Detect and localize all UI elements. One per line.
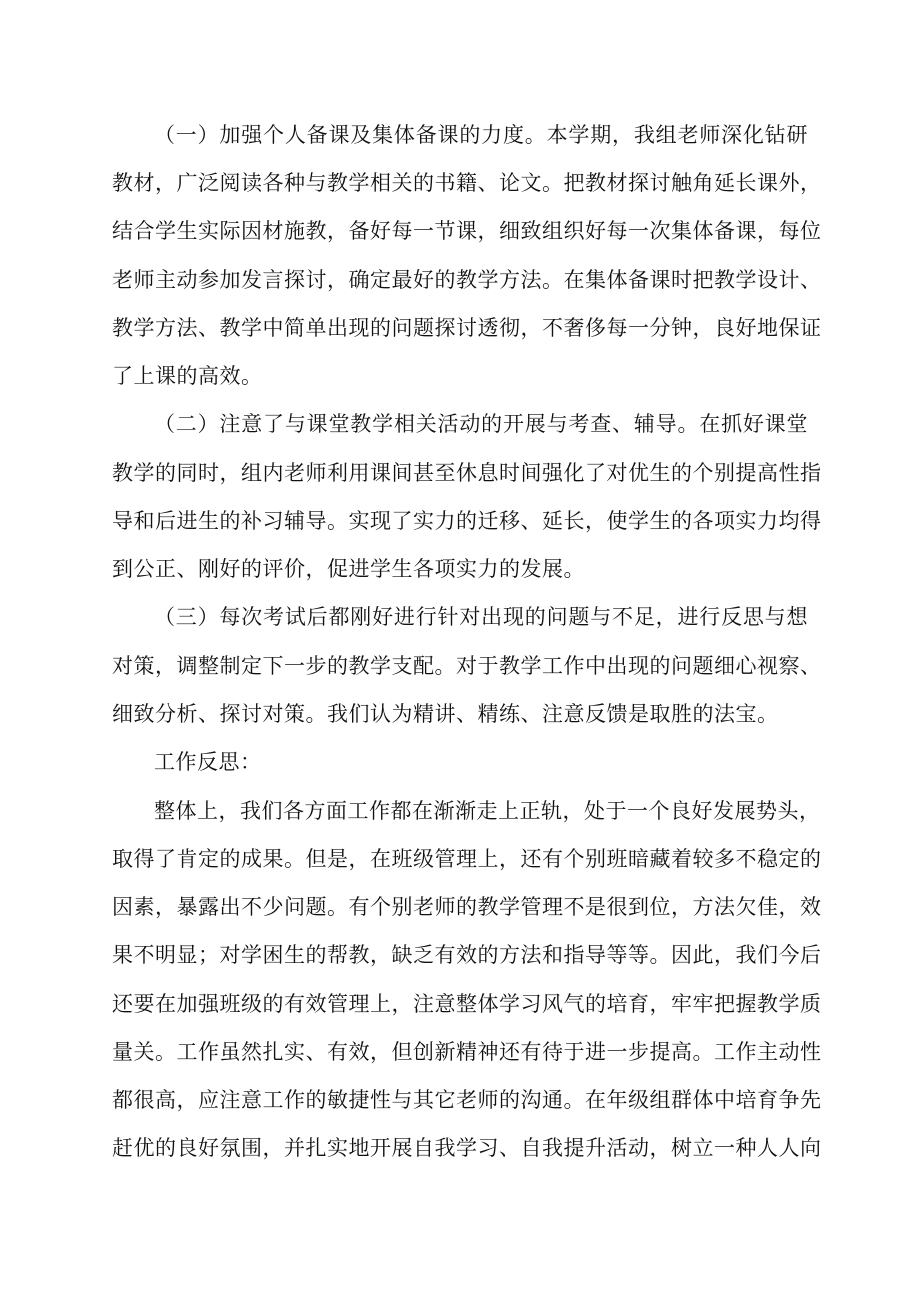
paragraph-5-line-3: 因素，暴露出不少问题。有个别老师的教学管理不是很到位，方法欠佳，效 [112,895,822,919]
paragraph-1-line-4: 老师主动参加发言探讨，确定最好的教学方法。在集体备课时把教学设计、 [112,268,822,292]
paragraph-2-line-1: （二）注意了与课堂教学相关活动的开展与考查、辅导。在抓好课堂 [154,412,808,436]
paragraph-5-line-5: 还要在加强班级的有效管理上，注意整体学习风气的培育，牢牢把握教学质 [112,992,822,1016]
paragraph-5-line-6: 量关。工作虽然扎实、有效，但创新精神还有待于进一步提高。工作主动性 [112,1040,822,1064]
paragraph-2-line-4: 到公正、刚好的评价，促进学生各项实力的发展。 [112,557,585,581]
paragraph-1-line-1: （一）加强个人备课及集体备课的力度。本学期，我组老师深化钻研 [154,123,808,147]
paragraph-3-line-3: 细致分析、探讨对策。我们认为精讲、精练、注意反馈是取胜的法宝。 [112,702,779,726]
paragraph-2-line-3: 导和后进生的补习辅导。实现了实力的迁移、延长，使学生的各项实力均得 [112,509,822,533]
paragraph-2-line-2: 教学的同时，组内老师利用课间甚至休息时间强化了对优生的个别提高性指 [112,461,822,485]
paragraph-3-line-2: 对策，调整制定下一步的教学支配。对于教学工作中出现的问题细心视察、 [112,654,822,678]
paragraph-5-line-1: 整体上，我们各方面工作都在渐渐走上正轨，处于一个良好发展势头， [154,799,821,823]
paragraph-1-line-6: 了上课的高效。 [112,364,263,388]
paragraph-1-line-2: 教材，广泛阅读各种与教学相关的书籍、论文。把教材探讨触角延长课外， [112,171,822,195]
paragraph-1-line-3: 结合学生实际因材施教，备好每一节课，细致组织好每一次集体备课，每位 [112,219,822,243]
paragraph-5-line-2: 取得了肯定的成果。但是，在班级管理上，还有个别班暗藏着较多不稳定的 [112,847,822,871]
paragraph-5-line-7: 都很高，应注意工作的敏捷性与其它老师的沟通。在年级组群体中培育争先 [112,1088,822,1112]
paragraph-3-line-1: （三）每次考试后都刚好进行针对出现的问题与不足，进行反思与想 [154,605,808,629]
paragraph-5-line-8: 赶优的良好氛围，并扎实地开展自我学习、自我提升活动，树立一种人人向 [112,1136,822,1160]
section-heading-work-reflection: 工作反思： [154,750,262,774]
paragraph-1-line-5: 教学方法、教学中简单出现的问题探讨透彻，不奢侈每一分钟，良好地保证 [112,316,822,340]
paragraph-5-line-4: 果不明显；对学困生的帮教，缺乏有效的方法和指导等等。因此，我们今后 [112,943,822,967]
